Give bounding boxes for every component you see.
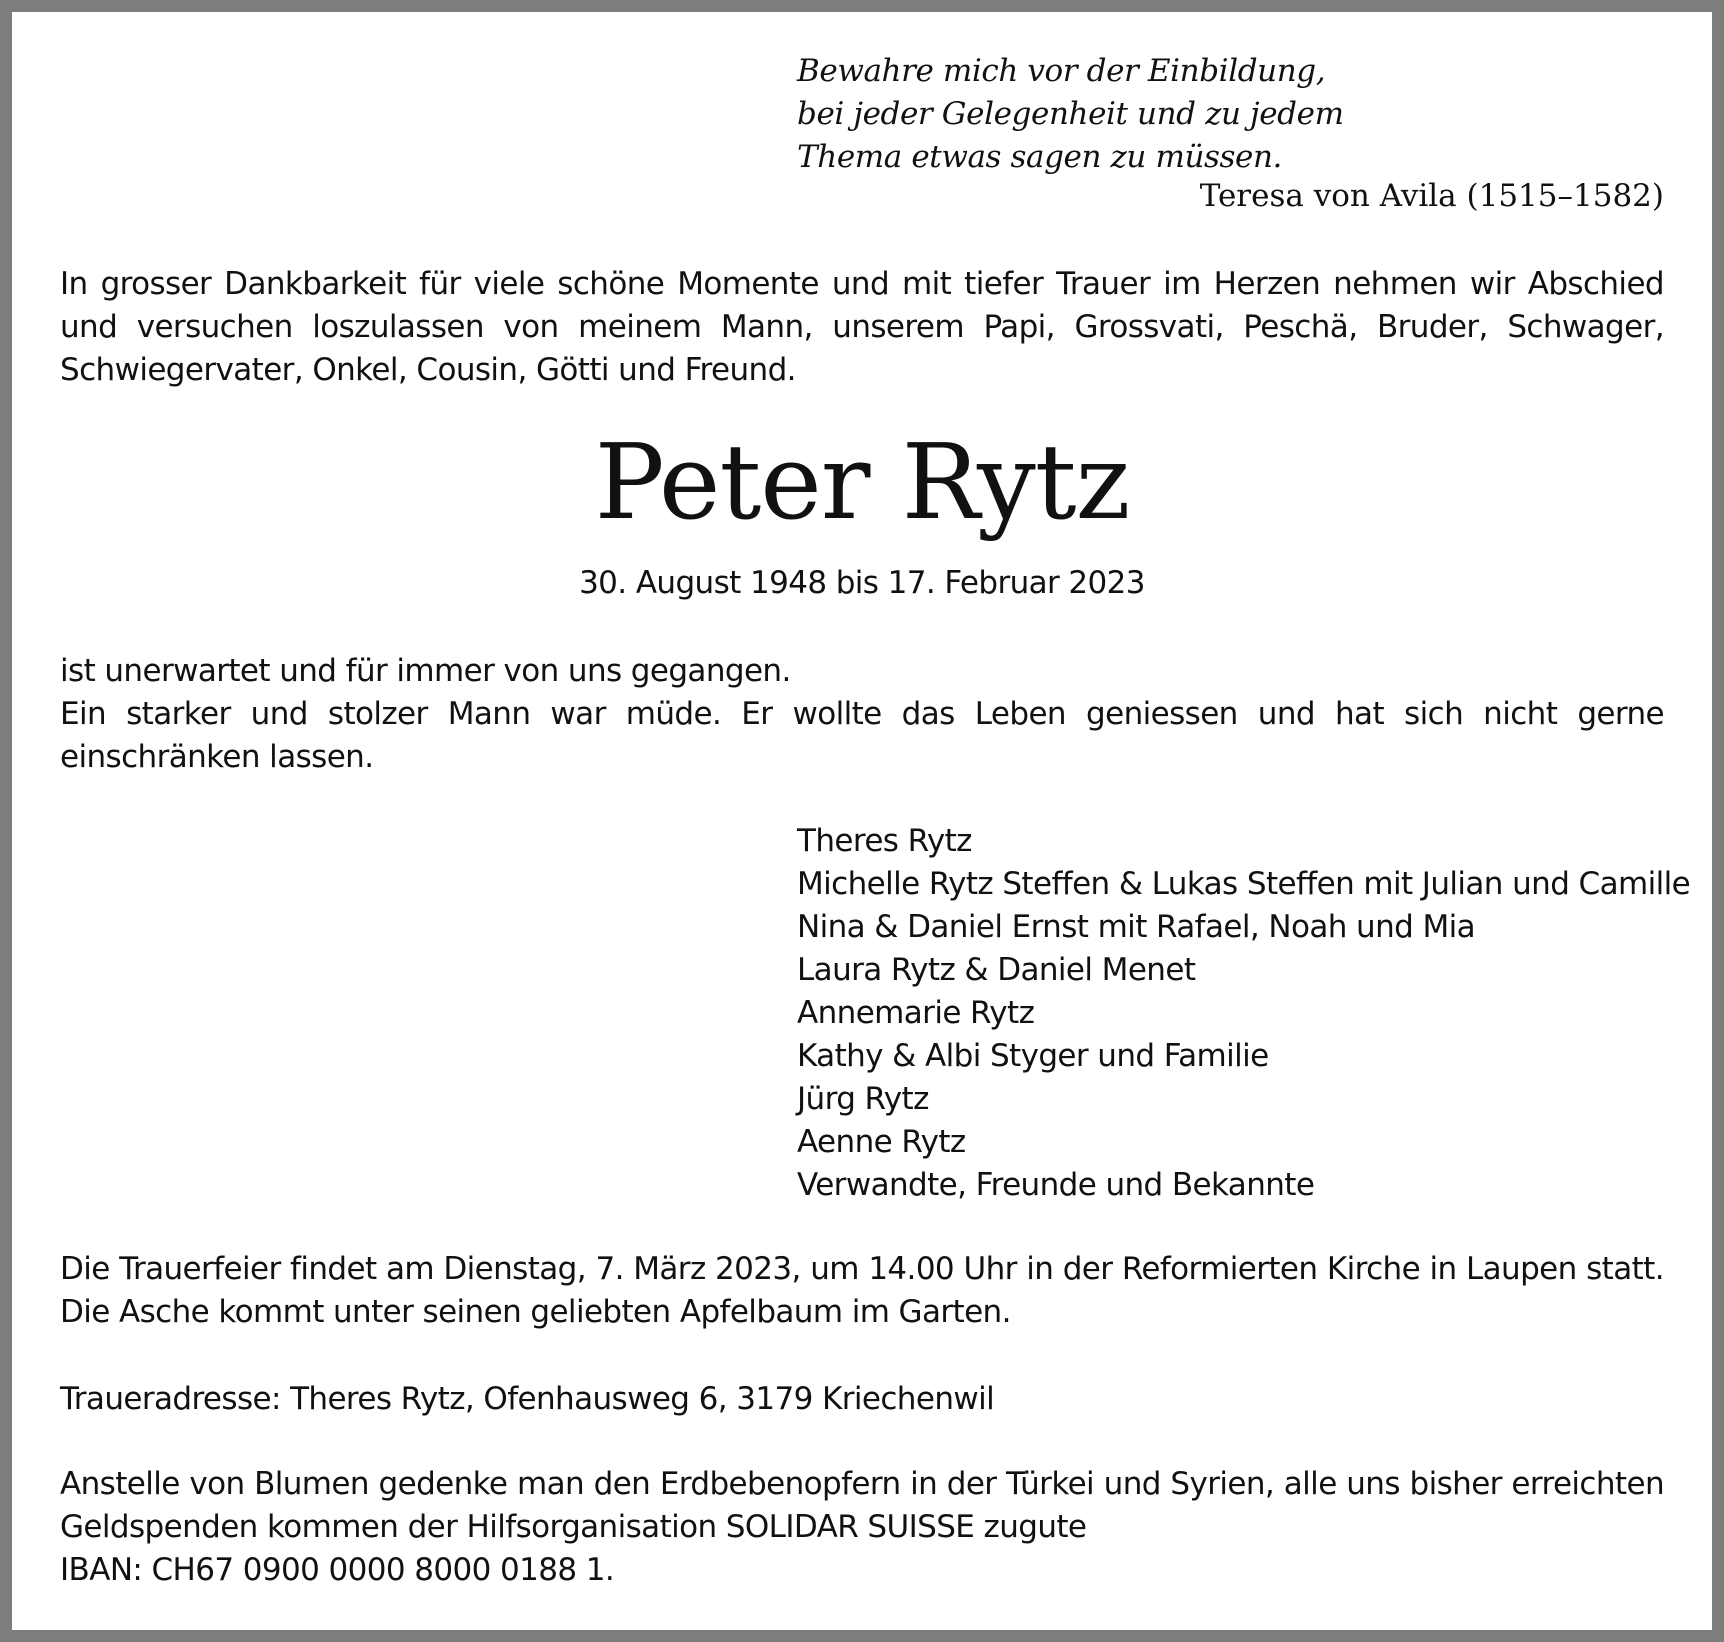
passing-line: ist unerwartet und für immer von uns gegangen. [60, 653, 791, 689]
life-dates: 30. August 1948 bis 17. Februar 2023 [579, 565, 1145, 601]
mourner-entry: Kathy & Albi Styger und Familie [797, 1038, 1269, 1074]
mourner-entry: Annemarie Rytz [797, 995, 1035, 1031]
donation-paragraph [60, 1463, 1664, 1592]
epigraph-quote [797, 50, 1667, 179]
quote-author: Teresa von Avila (1515–1582) [1199, 178, 1664, 214]
mourner-entry: Verwandte, Freunde und Bekannte [797, 1167, 1315, 1203]
mourners-list [797, 820, 1690, 1207]
mourner-entry: Jürg Rytz [797, 1081, 929, 1117]
mourning-address: Traueradresse: Theres Rytz, Ofenhausweg 6, 3179 Kriechenwil [60, 1381, 995, 1417]
deceased-name: Peter Rytz [594, 421, 1130, 543]
donation-text: Anstelle von Blumen gedenke man den Erdbebenopfern in der Türkei und Syrien, alle uns bisher erreichten Geldspenden kommen der Hilfsorganisation SOLIDAR SUISSE zugute [60, 1466, 1664, 1545]
quote-line: bei jeder Gelegenheit und zu jedem [797, 96, 1344, 132]
mourner-entry: Laura Rytz & Daniel Menet [797, 952, 1196, 988]
mourner-entry: Michelle Rytz Steffen & Lukas Steffen mit Julian und Camille [797, 866, 1691, 902]
donation-iban: IBAN: CH67 0900 0000 8000 0188 1. [60, 1552, 615, 1588]
mourner-entry: Aenne Rytz [797, 1124, 966, 1160]
quote-line: Bewahre mich vor der Einbildung, [797, 53, 1326, 89]
service-paragraph: Die Trauerfeier findet am Dienstag, 7. März 2023, um 14.00 Uhr in der Reformierten Kirche in Laupen statt. Die Asche kommt unter seinen geliebten Apfelbaum im Garten. [60, 1251, 1664, 1330]
quote-line: Thema etwas sagen zu müssen. [797, 139, 1282, 175]
passing-paragraph [60, 650, 1664, 779]
intro-paragraph: In grosser Dankbarkeit für viele schöne Momente und mit tiefer Trauer im Herzen nehmen wir Abschied und versuchen loszulassen von meinem Mann, unserem Papi, Grossvati, Peschä, Bruder, Schwager, Schwiegervater, Onkel, Cousin, Götti und Freund. [60, 266, 1664, 388]
mourner-entry: Nina & Daniel Ernst mit Rafael, Noah und Mia [797, 909, 1476, 945]
mourner-entry: Theres Rytz [797, 823, 972, 859]
passing-line: Ein starker und stolzer Mann war müde. Er wollte das Leben geniessen und hat sich nicht gerne einschränken lassen. [60, 696, 1664, 775]
